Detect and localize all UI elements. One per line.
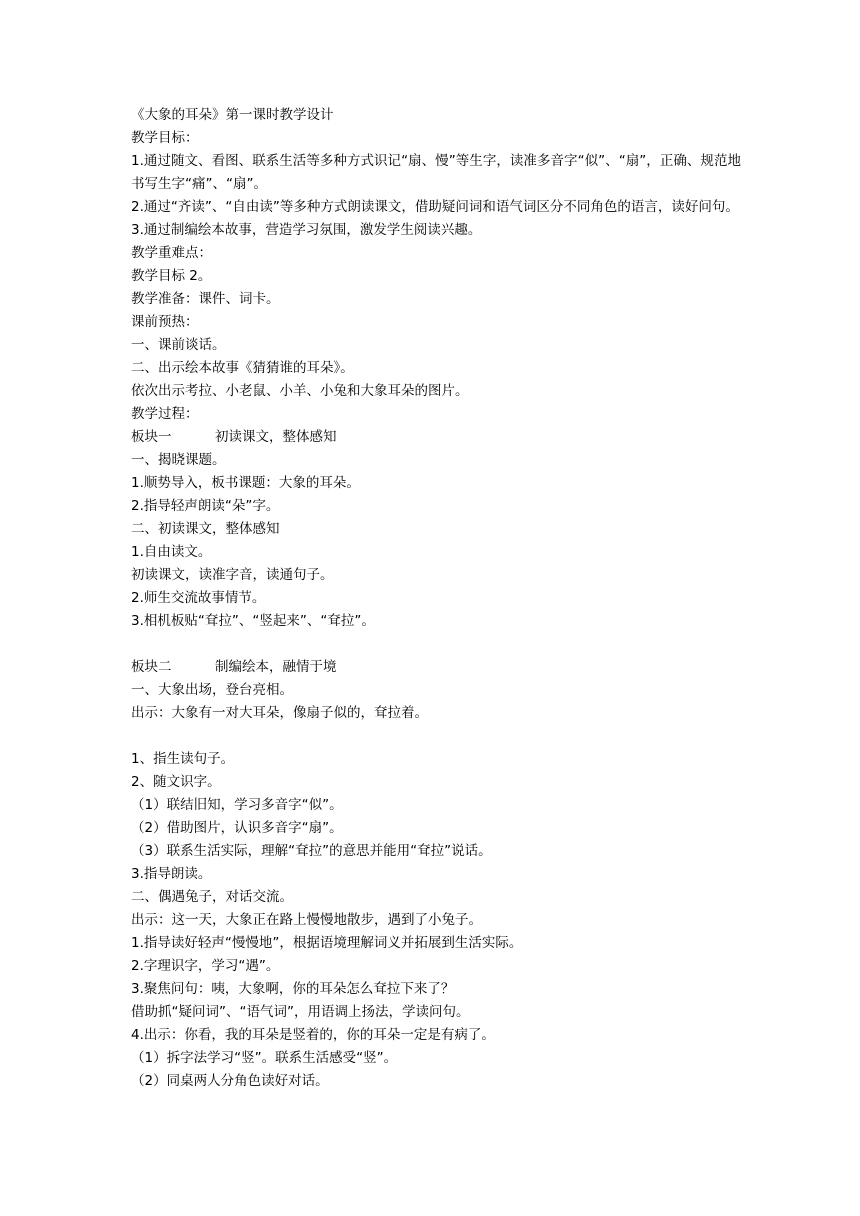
block-1-label: 板块一 xyxy=(131,429,172,445)
block-1-section-1: 一、揭晓课题。 xyxy=(131,452,226,468)
key-points: 教学目标 2。 xyxy=(131,268,212,284)
block-1-section-1-item-2: 2.指导轻声朗读“朵”字。 xyxy=(131,498,280,514)
spacer xyxy=(131,633,741,656)
block-2-heading xyxy=(131,656,741,679)
block-1-section-2-item-2: 2.师生交流故事情节。 xyxy=(131,590,266,606)
goals-heading: 教学目标： xyxy=(131,130,199,146)
block-2-section-2-item-4: 4.出示：你看，我的耳朵是竖着的，你的耳朵一定是有病了。 xyxy=(131,1027,495,1043)
warmup-step-1: 一、课前谈话。 xyxy=(131,337,226,353)
block-2-section-2-item-4b: （2）同桌两人分角色读好对话。 xyxy=(131,1073,329,1089)
block-2-section-2-item-1: 1.指导读好轻声“慢慢地”，根据语境理解词义并拓展到生活实际。 xyxy=(131,935,523,951)
document-body xyxy=(131,104,741,1093)
block-2-title: 制编绘本，融情于境 xyxy=(215,659,337,675)
spacer xyxy=(131,725,741,748)
block-1-section-2-item-1: 1.自由读文。 xyxy=(131,544,212,560)
block-1-heading xyxy=(131,426,741,449)
document-title: 《大象的耳朵》第一课时教学设计 xyxy=(131,107,334,123)
block-2-section-2: 二、偶遇兔子，对话交流。 xyxy=(131,889,293,905)
warmup-step-2: 二、出示绘本故事《猜猜谁的耳朵》。 xyxy=(131,360,354,376)
block-1-section-2-item-3: 3.相机板贴“耷拉”、“竖起来”、“耷拉”。 xyxy=(131,613,375,629)
block-2-section-1-item-1: 1、指生读句子。 xyxy=(131,751,235,767)
block-1-title: 初读课文，整体感知 xyxy=(215,429,337,445)
block-2-section-2-item-3a: 借助抓“疑问词”、“语气词”，用语调上扬法，学读问句。 xyxy=(131,1004,470,1020)
goal-1: 1.通过随文、看图、联系生活等多种方式识记“扇、慢”等生字，读准多音字“似”、“扇”，正确、规范地书写生字“痛”、“扇”。 xyxy=(131,153,741,192)
block-2-section-1-item-3: 3.指导朗读。 xyxy=(131,866,212,882)
block-1-section-1-item-1: 1.顺势导入，板书课题：大象的耳朵。 xyxy=(131,475,360,491)
block-1-section-2-item-1-detail: 初读课文，读准字音，读通句子。 xyxy=(131,567,334,583)
preparation: 教学准备：课件、词卡。 xyxy=(131,291,280,307)
block-2-section-1: 一、大象出场，登台亮相。 xyxy=(131,682,293,698)
block-2-section-1-item-2c: （3）联系生活实际，理解“耷拉”的意思并能用“耷拉”说话。 xyxy=(131,843,492,859)
warmup-heading: 课前预热： xyxy=(131,314,199,330)
block-2-section-2-display: 出示：这一天，大象正在路上慢慢地散步，遇到了小兔子。 xyxy=(131,912,482,928)
block-2-section-1-item-2a: （1）联结旧知，学习多音字“似”。 xyxy=(131,797,343,813)
warmup-step-3: 依次出示考拉、小老鼠、小羊、小兔和大象耳朵的图片。 xyxy=(131,383,469,399)
goal-2: 2.通过“齐读”、“自由读”等多种方式朗读课文，借助疑问词和语气词区分不同角色的语言，读好问句。 xyxy=(131,199,739,215)
goal-3: 3.通过制编绘本故事，营造学习氛围，激发学生阅读兴趣。 xyxy=(131,222,482,238)
block-2-section-2-item-3: 3.聚焦问句：咦，大象啊，你的耳朵怎么耷拉下来了？ xyxy=(131,981,455,997)
process-heading: 教学过程： xyxy=(131,406,199,422)
block-2-section-2-item-4a: （1）拆字法学习“竖”。联系生活感受“竖”。 xyxy=(131,1050,398,1066)
block-2-section-1-item-2b: （2）借助图片，认识多音字“扇”。 xyxy=(131,820,343,836)
block-2-label: 板块二 xyxy=(131,659,172,675)
block-2-section-2-item-2: 2.字理识字，学习“遇”。 xyxy=(131,958,280,974)
block-2-section-1-item-2: 2、随文识字。 xyxy=(131,774,221,790)
block-2-section-1-display: 出示：大象有一对大耳朵，像扇子似的，耷拉着。 xyxy=(131,705,428,721)
block-1-section-2: 二、初读课文，整体感知 xyxy=(131,521,280,537)
key-points-heading: 教学重难点： xyxy=(131,245,212,261)
